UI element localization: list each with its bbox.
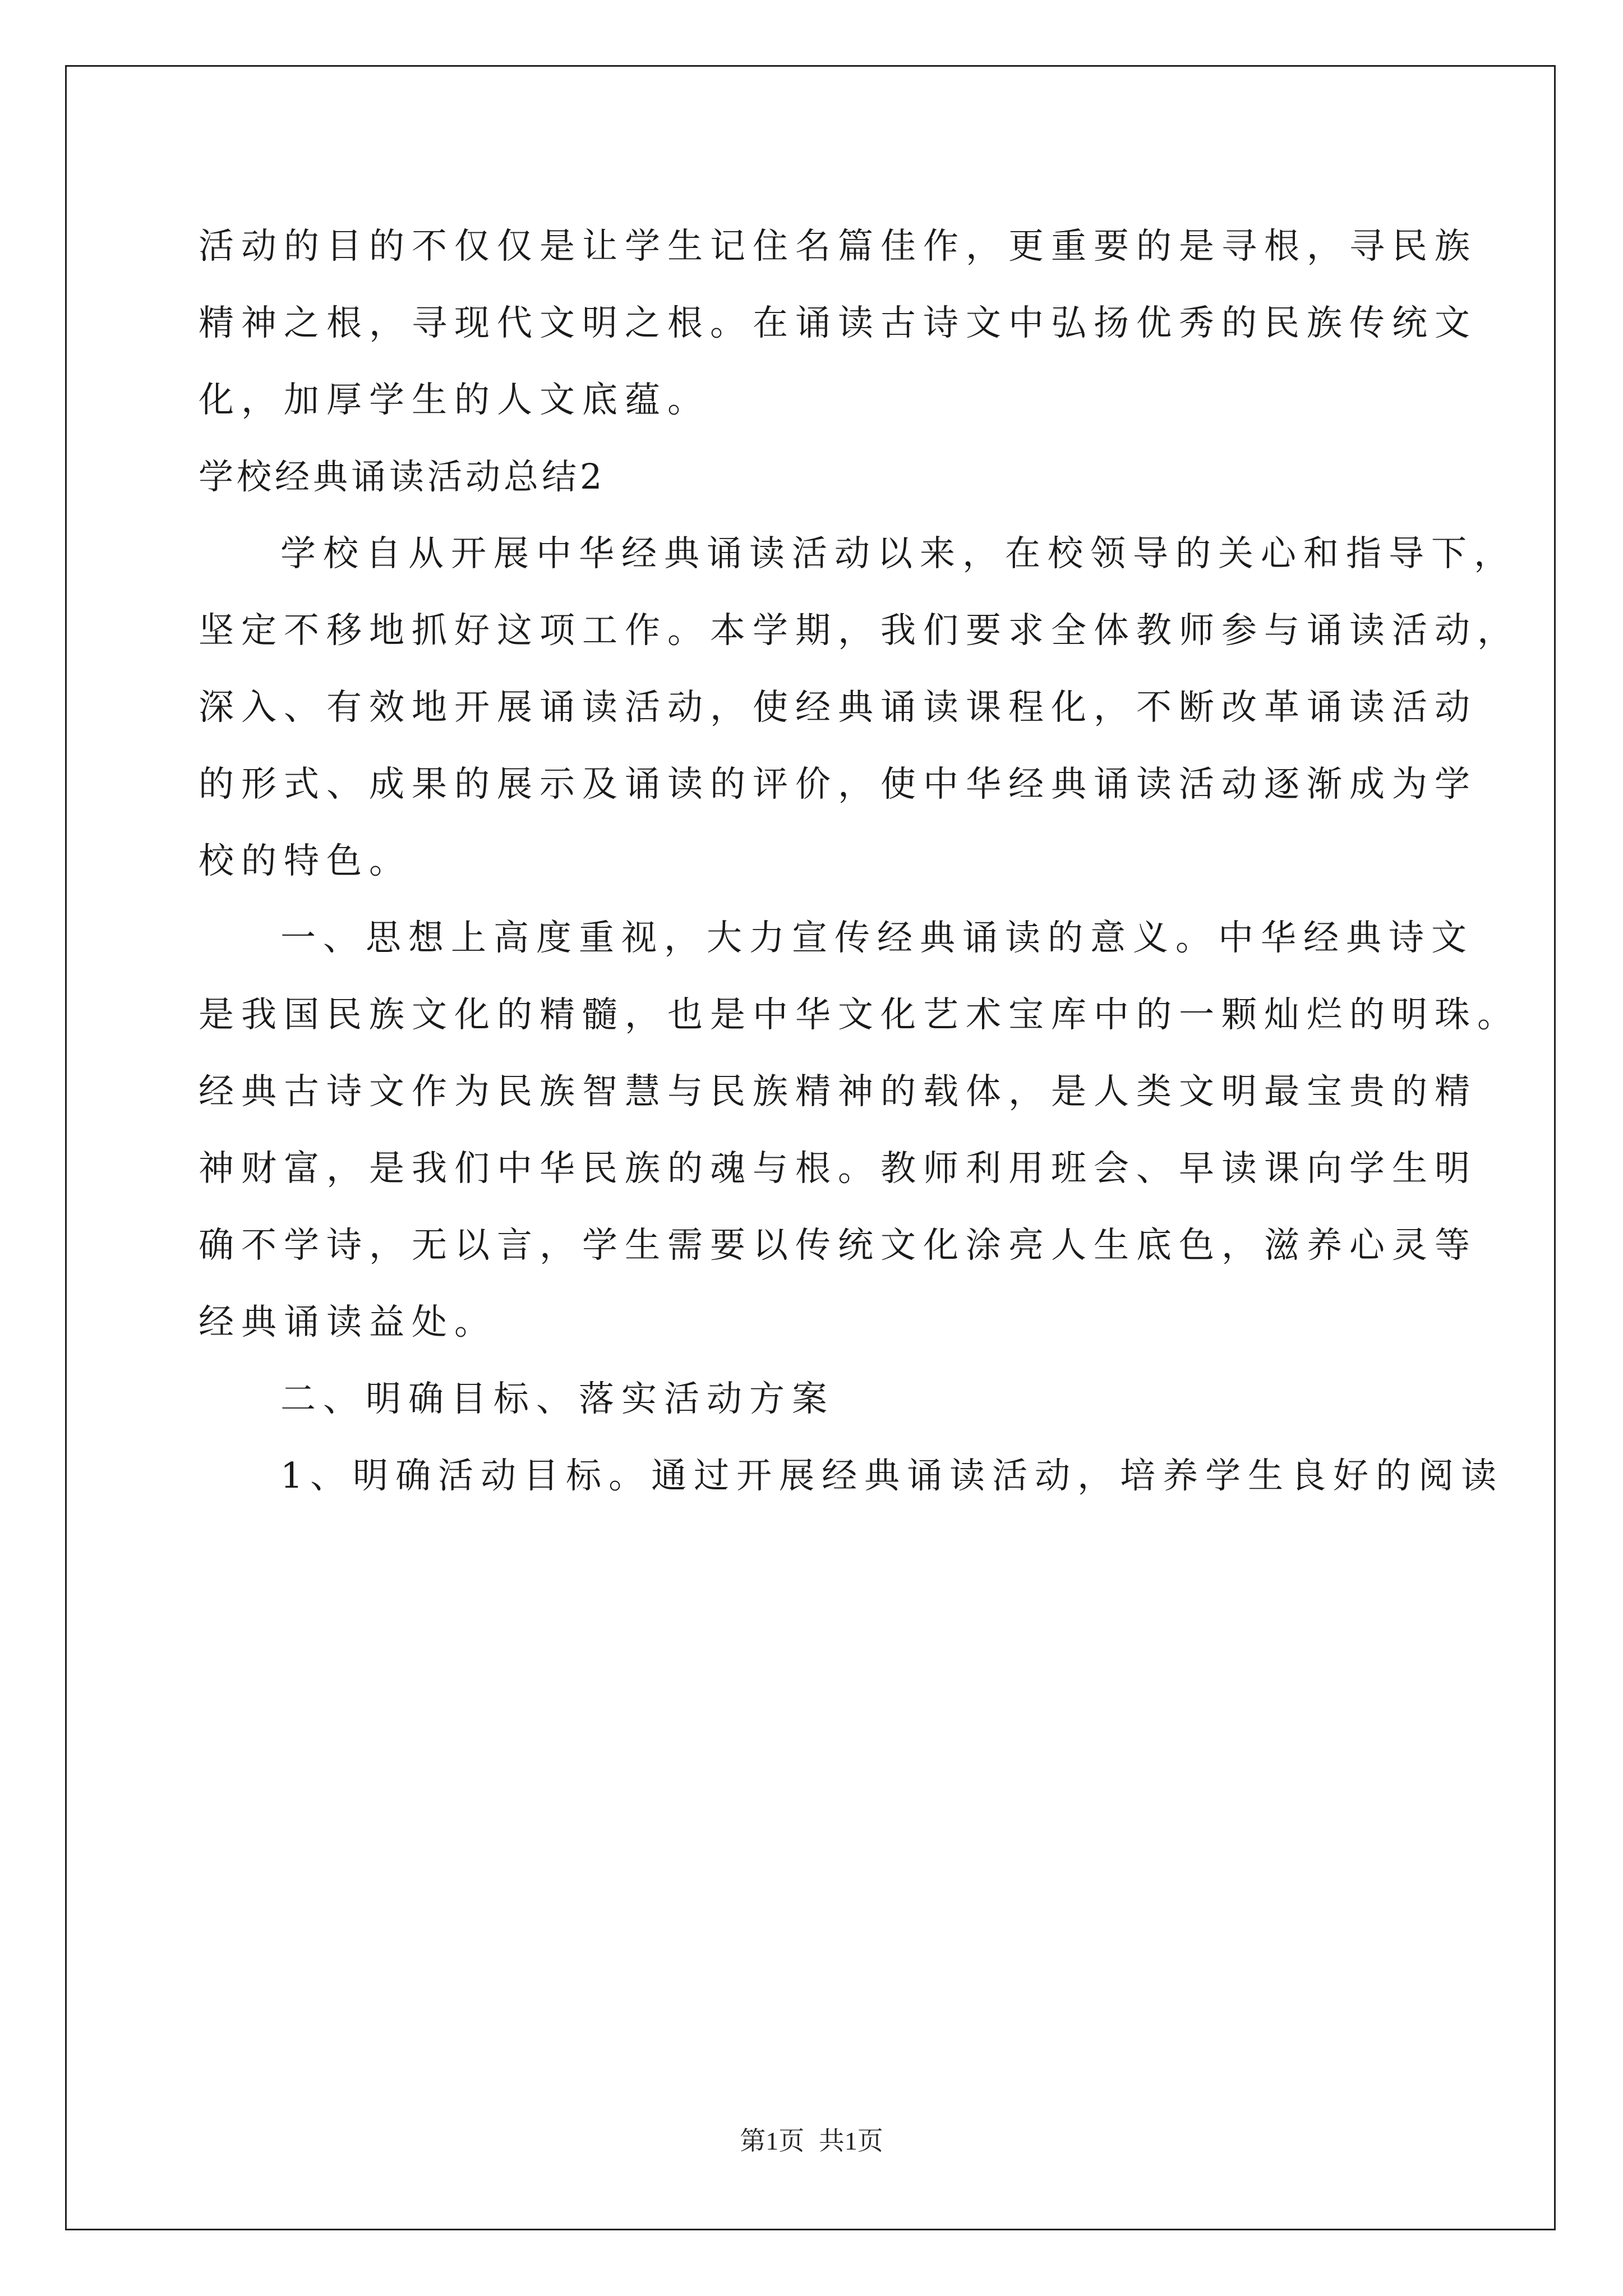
paragraph-line: 校的特色。 <box>199 840 412 881</box>
paragraph-line: 经典诵读益处。 <box>199 1301 497 1342</box>
section-heading: 学校经典诵读活动总结2 <box>199 456 606 497</box>
page-number-footer: 第1页 共1页 <box>740 2127 883 2155</box>
paragraph-line: 深入、有效地开展诵读活动，使经典诵读课程化，不断改革诵读活动 <box>199 687 1477 728</box>
paragraph-line: 化，加厚学生的人文底蕴。 <box>199 379 710 420</box>
paragraph-line: 活动的目的不仅仅是让学生记住名篇佳作，更重要的是寻根，寻民族 <box>199 226 1477 266</box>
paragraph-line: 一、思想上高度重视，大力宣传经典诵读的意义。中华经典诗文 <box>280 917 1474 958</box>
paragraph-line: 精神之根，寻现代文明之根。在诵读古诗文中弘扬优秀的民族传统文 <box>199 302 1477 343</box>
paragraph-line: 的形式、成果的展示及诵读的评价，使中华经典诵读活动逐渐成为学 <box>199 763 1477 804</box>
paragraph-line: 经典古诗文作为民族智慧与民族精神的载体，是人类文明最宝贵的精 <box>199 1071 1477 1112</box>
paragraph-line: 确不学诗，无以言，学生需要以传统文化涂亮人生底色，滋养心灵等 <box>199 1225 1477 1266</box>
document-body <box>199 208 1520 1514</box>
paragraph-line: 神财富，是我们中华民族的魂与根。教师利用班会、早读课向学生明 <box>199 1148 1477 1189</box>
paragraph-line: 1、明确活动目标。通过开展经典诵读活动，培养学生良好的阅读 <box>280 1455 1504 1496</box>
paragraph-line: 学校自从开展中华经典诵读活动以来，在校领导的关心和指导下， <box>280 533 1516 574</box>
paragraph-line: 是我国民族文化的精髓，也是中华文化艺术宝库中的一颗灿烂的明珠。 <box>199 994 1520 1035</box>
paragraph-line: 坚定不移地抓好这项工作。本学期，我们要求全体教师参与诵读活动， <box>199 610 1520 651</box>
subsection-heading: 二、明确目标、落实活动方案 <box>280 1378 834 1419</box>
